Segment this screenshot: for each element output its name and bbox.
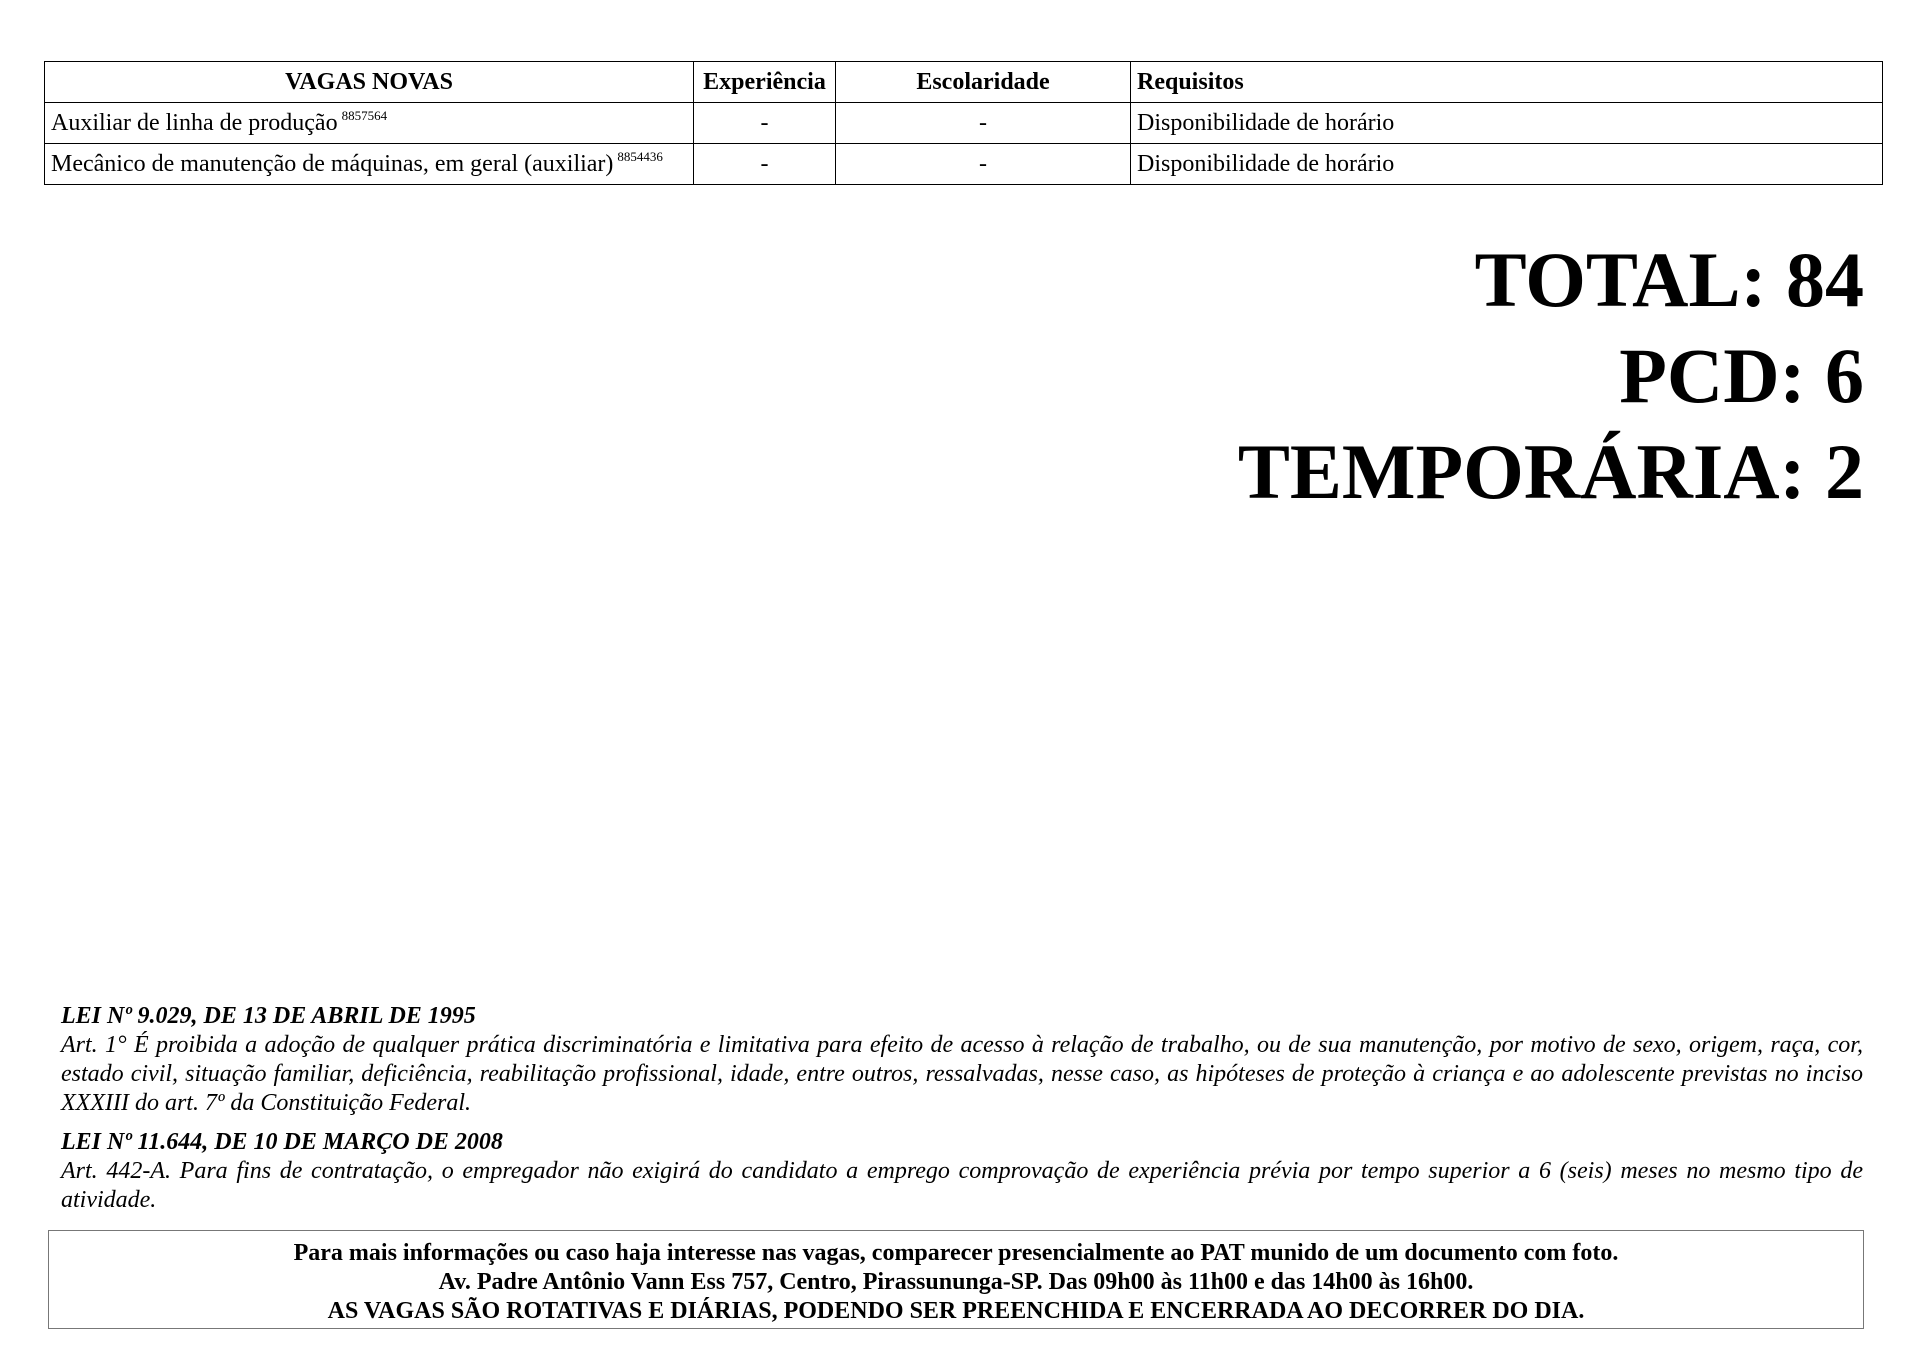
temporaria-count: TEMPORÁRIA: 2	[1237, 428, 1864, 515]
requirements-cell: Disponibilidade de horário	[1131, 103, 1883, 144]
law-text: Art. 442-A. Para fins de contratação, o empregador não exigirá do candidato a emprego comprovação de experiência prévia por tempo superior a 6 (seis) meses no mesmo tipo de atividade.	[61, 1158, 1863, 1213]
header-vagas-novas: VAGAS NOVAS	[45, 62, 694, 103]
job-code: 8854436	[617, 149, 663, 164]
address-line: Av. Padre Antônio Vann Ess 757, Centro, Pirassununga-SP. Das 09h00 às 11h00 e das 14h00 às 16h00.	[438, 1269, 1474, 1295]
job-code: 8857564	[341, 108, 388, 123]
education-cell: -	[836, 144, 1131, 185]
job-title-cell	[45, 144, 694, 185]
table-row	[45, 103, 1883, 144]
header-requisitos: Requisitos	[1131, 62, 1883, 103]
requirements-cell: Disponibilidade de horário	[1131, 144, 1883, 185]
total-count: TOTAL: 84	[1474, 236, 1864, 323]
job-title: Auxiliar de linha de produção	[51, 110, 338, 136]
info-box	[48, 1230, 1864, 1329]
pcd-count: PCD: 6	[1619, 332, 1864, 419]
experience-cell: -	[694, 144, 836, 185]
job-title: Mecânico de manutenção de máquinas, em geral (auxiliar)	[51, 151, 614, 177]
header-escolaridade: Escolaridade	[836, 62, 1131, 103]
job-title-cell	[45, 103, 694, 144]
experience-cell: -	[694, 103, 836, 144]
table-row	[45, 144, 1883, 185]
header-experiencia: Experiência	[694, 62, 836, 103]
law-title: LEI Nº 9.029, DE 13 DE ABRIL DE 1995	[61, 1003, 476, 1029]
notice-line: AS VAGAS SÃO ROTATIVAS E DIÁRIAS, PODENDO SER PREENCHIDA E ENCERRADA AO DECORRER DO DIA.	[327, 1298, 1585, 1324]
education-cell: -	[836, 103, 1131, 144]
law-title: LEI Nº 11.644, DE 10 DE MARÇO DE 2008	[61, 1129, 503, 1155]
totals-block	[1238, 232, 1864, 520]
vagas-table	[44, 61, 1883, 185]
laws-section	[61, 1002, 1863, 1215]
table-header-row	[45, 62, 1883, 103]
info-line: Para mais informações ou caso haja interesse nas vagas, comparecer presencialmente ao PAT munido de um documento com foto.	[293, 1240, 1619, 1266]
law-text: Art. 1° É proibida a adoção de qualquer prática discriminatória e limitativa para efeito de acesso à relação de trabalho, ou de sua manutenção, por motivo de sexo, origem, raça, cor, estado civil, situação familiar, deficiência, reabilitação profissional, idade, entre outros, ressalvadas, nesse caso, as hipóteses de proteção à criança e ao adolescente previstas no inciso XXXIII do art. 7º da Constituição Federal.	[61, 1032, 1863, 1116]
